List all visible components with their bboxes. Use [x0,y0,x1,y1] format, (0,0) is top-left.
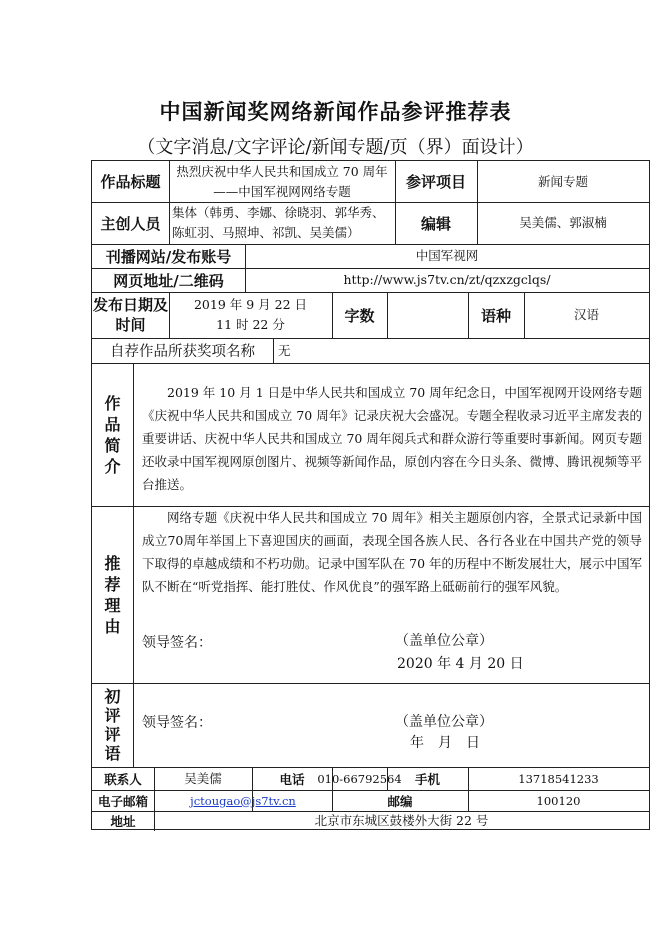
language-value: 汉语 [573,307,599,322]
awards-label: 自荐作品所获奖项名称 [110,344,255,360]
word-count-label: 字数 [344,306,375,325]
reason-text: 网络专题《庆祝中华人民共和国成立 70 周年》相关主题原创内容，全景式记录新中国成立70周年举国上下喜迎国庆的画面，表现全国各族人民、各行各业在中国共产党的领导下取得的卓越成绩和不朽功勋。记录中国军队在 70 年的历程中不断发展壮大，展示中国军队不断在“听党指挥、能打胜仗、作风优良”的强军路上砥砺前行的强军风貌。 [142,510,642,594]
prelim-label: 初评评语 [104,687,121,763]
editor-value: 吴美儒、郭淑楠 [519,215,607,230]
url-value[interactable]: http://www.js7tv.cn/zt/qzxzgclqs/ [343,272,551,287]
mobile-label: 手机 [414,771,440,787]
category-value: 新闻专题 [537,173,588,189]
phone-value: 010-66792564 [317,771,402,786]
reason-label: 推荐理由 [104,553,121,636]
date-cell [169,292,332,338]
mobile-value: 13718541233 [518,771,599,786]
editor-label: 编辑 [420,214,451,233]
recommendation-form-table [91,160,650,830]
url-label: 网页地址/二维码 [113,271,224,290]
site-label: 刊播网站/发布账号 [105,247,232,266]
intro-label-cell [92,363,133,506]
work-title-value: 热烈庆祝中华人民共和国成立 70 周年——中国军视网网络专题 [176,163,388,199]
reason-label-cell [92,506,133,683]
email-cell [154,790,332,811]
reason-seal: （盖单位公章） [395,633,493,649]
prelim-seal: （盖单位公章） [395,714,493,730]
phone-label: 电话 [279,771,305,787]
prelim-label-cell [92,683,133,767]
reason-date: 2020 年 4 月 20 日 [397,656,524,672]
date-label: 发布日期及时间 [92,296,168,334]
category-label: 参评项目 [405,173,466,191]
email-label: 电子邮箱 [97,793,148,809]
contact-person-value: 吴美儒 [184,770,222,786]
postcode-label: 邮编 [387,793,413,809]
awards-value: 无 [278,342,291,358]
work-title-label: 作品标题 [100,173,161,191]
prelim-date: 年 月 日 [410,735,480,751]
intro-label: 作品简介 [104,393,121,476]
contact-person-label: 联系人 [104,771,142,787]
date-value: 2019 年 9 月 22 日 [193,297,308,312]
email-link[interactable]: jctougao@js7tv.cn [190,793,296,808]
intro-text: 2019 年 10 月 1 日是中华人民共和国成立 70 周年纪念日，中国军视网开设网络专题《庆祝中华人民共和国成立 70 周年》记录庆祝大会盛况。专题全程收录习近平主席发表的重要讲话、庆祝中华人民共和国成立 70 周年阅兵式和群众游行等重要时事新闻。网页专题还收录中国军视网原创图片、视频等新闻作品，原创内容在今日头条、微博、腾讯视频等平台推送。 [142,385,643,492]
address-value: 北京市东城区鼓楼外大街 22 号 [314,812,489,828]
site-value: 中国军视网 [415,248,479,263]
form-title: 中国新闻奖网络新闻作品参评推荐表 [159,99,512,124]
form-subtitle: （文字消息/文字评论/新闻专题/页（界）面设计） [137,137,534,158]
creators-label: 主创人员 [100,214,161,233]
address-label: 地址 [110,813,136,829]
word-count-value [387,292,468,338]
reason-sign-label: 领导签名： [142,635,212,651]
time-value: 11 时 22 分 [216,317,285,332]
postcode-value: 100120 [536,793,581,808]
prelim-sign-label: 领导签名： [142,715,212,731]
language-label: 语种 [480,306,511,325]
creators-value: 集体（韩勇、李娜、徐晓羽、郭华秀、陈虹羽、马照坤、祁凯、吴美儒） [172,205,385,240]
